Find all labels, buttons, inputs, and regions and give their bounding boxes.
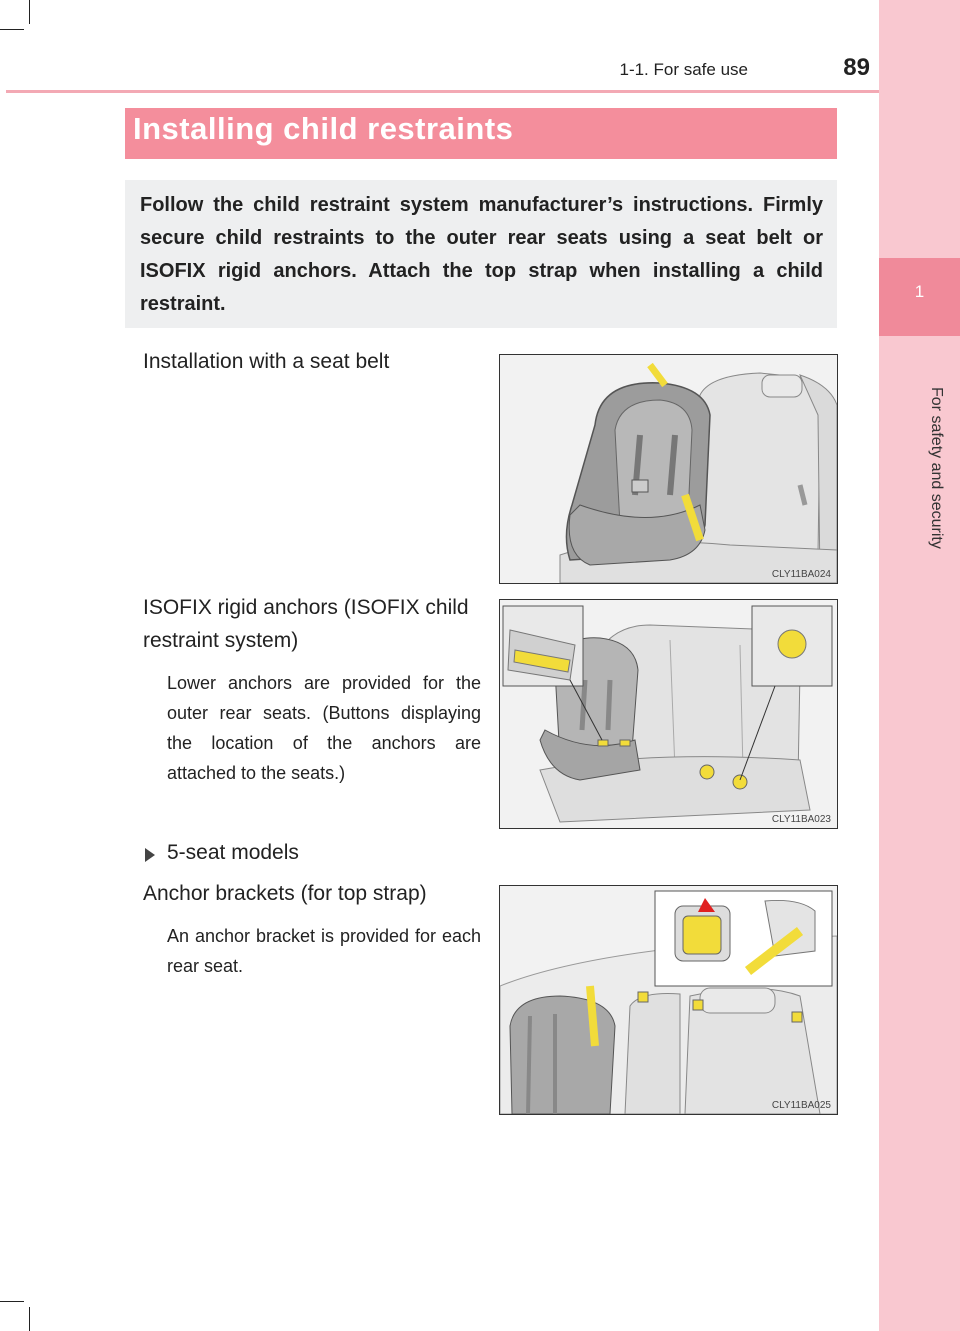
page-number: 89 bbox=[843, 54, 870, 81]
heading-isofix-line2: restraint system) bbox=[143, 629, 299, 652]
figure-code: CLY11BA024 bbox=[771, 569, 831, 580]
chapter-title: For safety and security bbox=[928, 387, 945, 549]
anchor-brackets-description: An anchor bracket is provided for each rear seat. bbox=[167, 926, 481, 976]
page-title: Installing child restraints bbox=[133, 111, 514, 146]
figure-code: CLY11BA023 bbox=[771, 814, 831, 825]
crop-mark bbox=[29, 1307, 30, 1331]
heading-seat-belt: Installation with a seat belt bbox=[143, 350, 390, 373]
crop-mark bbox=[0, 1301, 24, 1302]
crop-mark bbox=[29, 0, 30, 24]
intro-text: Follow the child restraint system manufacturer’s instructions. Firmly secure child restraints to the outer rear seats using a seat belt or ISOFIX rigid anchors. Attach the top strap when installing a child restraint. bbox=[140, 194, 823, 315]
figure-isofix bbox=[499, 599, 838, 829]
models-label: 5-seat models bbox=[167, 841, 299, 864]
figure-anchor-brackets bbox=[499, 885, 838, 1115]
crop-mark bbox=[0, 29, 24, 30]
header-rule bbox=[6, 90, 879, 93]
section-header: 1-1. For safe use bbox=[619, 60, 748, 79]
figure-code: CLY11BA025 bbox=[771, 1100, 831, 1111]
isofix-description: Lower anchors are provided for the outer rear seats. (Buttons displaying the location of the anchors are attached to the seats.) bbox=[167, 673, 481, 783]
chapter-number: 1 bbox=[914, 282, 925, 301]
heading-isofix-line1: ISOFIX rigid anchors (ISOFIX child bbox=[143, 596, 469, 619]
heading-anchor-brackets: Anchor brackets (for top strap) bbox=[143, 882, 427, 905]
chapter-side-tab bbox=[879, 0, 960, 1331]
figure-seat-belt bbox=[499, 354, 838, 584]
triangle-bullet-icon bbox=[145, 848, 155, 862]
